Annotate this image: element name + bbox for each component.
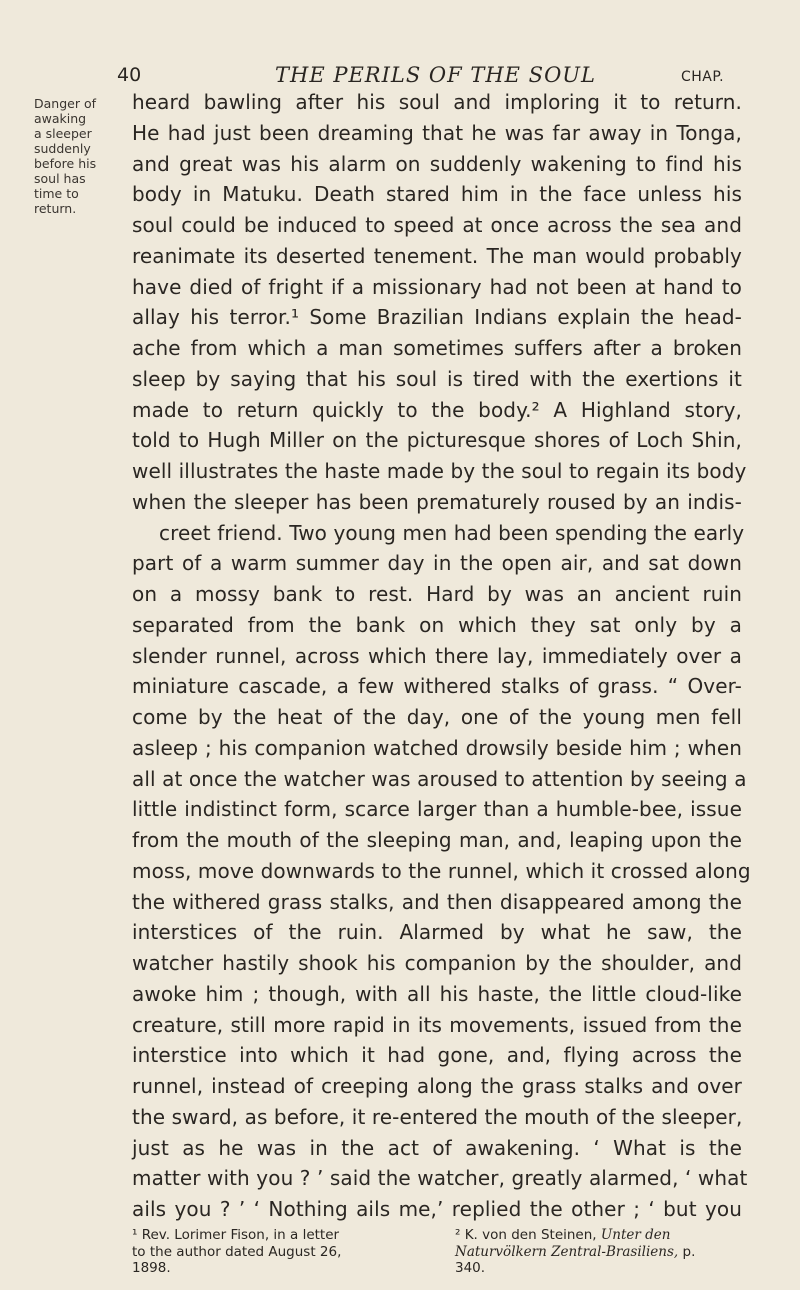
text-line: all at once the watcher was aroused to attention by seeing a — [132, 766, 747, 791]
text-line: moss, move downwards to the runnel, which it crossed along — [132, 858, 751, 883]
footnote-text: p. — [678, 1243, 696, 1260]
footnote-line: to the author dated August 26, — [132, 1243, 342, 1260]
margin-note — [34, 96, 122, 216]
text-line: made to return quickly to the body.² A Highland story, — [132, 397, 742, 422]
text-line: sleep by saying that his soul is tired with the exertions it — [132, 366, 742, 391]
text-line: heard bawling after his soul and imploring it to return. — [132, 90, 742, 114]
margin-note-line: suddenly — [34, 141, 91, 156]
text-line: the sward, as before, it re-entered the mouth of the sleeper, — [132, 1104, 743, 1129]
text-line: body in Matuku. Death stared him in the face unless his — [132, 182, 742, 207]
text-line: asleep ; his companion watched drowsily beside him ; when — [132, 735, 742, 760]
text-line: come by the heat of the day, one of the young men fell — [132, 705, 742, 729]
text-line: slender runnel, across which there lay, immediately over a — [132, 643, 742, 668]
footnote-title-italic: Unter den — [600, 1227, 671, 1243]
text-line: ails you ? ’ ‘ Nothing ails me,’ replied the other ; ‘ but you — [132, 1197, 742, 1221]
margin-note-line: time to — [34, 186, 79, 201]
text-line: the withered grass stalks, and then disappeared among the — [132, 889, 742, 914]
body-text — [132, 87, 751, 1225]
text-line: reanimate its deserted tenement. The man would probably — [132, 243, 742, 268]
text-line: matter with you ? ’ said the watcher, greatly alarmed, ‘ what — [132, 1166, 748, 1191]
margin-note-line: return. — [34, 201, 77, 216]
text-line: just as he was in the act of awakening. ‘ What is the — [132, 1135, 742, 1160]
text-line: creature, still more rapid in its movements, issued from the — [132, 1012, 742, 1037]
text-line: soul could be induced to speed at once across the sea and — [132, 213, 742, 237]
footnote-line: ¹ Rev. Lorimer Fison, in a letter — [132, 1227, 340, 1243]
margin-note-line: a sleeper — [34, 126, 92, 141]
footnote-2 — [455, 1227, 742, 1277]
text-line: He had just been dreaming that he was far away in Tonga, — [132, 120, 742, 145]
text-line: from the mouth of the sleeping man, and, leaping upon the — [132, 828, 742, 852]
text-line: on a mossy bank to rest. Hard by was an ancient ruin — [132, 582, 742, 606]
text-line: creet friend. Two young men had been spending the early — [159, 520, 745, 545]
text-line: little indistinct form, scarce larger than a humble-bee, issue — [132, 797, 742, 822]
text-line: runnel, instead of creeping along the grass stalks and over — [132, 1074, 742, 1098]
margin-note-line: Danger of — [34, 96, 96, 111]
text-line: interstices of the ruin. Alarmed by what he saw, the — [132, 920, 742, 945]
margin-note-line: soul has — [34, 171, 86, 186]
margin-note-line: before his — [34, 156, 97, 171]
footnote-line: 340. — [455, 1260, 486, 1276]
footnote-1 — [132, 1227, 422, 1277]
footnote-text: ² K. von den Steinen, — [455, 1227, 601, 1243]
text-line: when the sleeper has been prematurely roused by an indis- — [132, 489, 742, 514]
footnote-line — [455, 1244, 742, 1261]
text-line: miniature cascade, a few withered stalks of grass. “ Over- — [132, 674, 742, 699]
footnote-line: 1898. — [132, 1260, 171, 1276]
text-line: awoke him ; though, with all his haste, the little cloud-like — [132, 981, 742, 1006]
running-title: THE PERILS OF THE SOUL — [275, 63, 596, 87]
text-line: well illustrates the haste made by the soul to regain its body — [132, 459, 747, 483]
text-line: interstice into which it had gone, and, flying across the — [132, 1043, 742, 1068]
chapter-label: CHAP. — [681, 69, 725, 85]
margin-note-line: awaking — [34, 111, 87, 126]
text-line: allay his terror.¹ Some Brazilian Indians explain the head- — [132, 305, 742, 330]
page-number: 40 — [117, 64, 142, 86]
footnote-line — [455, 1227, 742, 1244]
text-line: ache from which a man sometimes suffers after a broken — [132, 336, 742, 360]
text-line: part of a warm summer day in the open air, and sat down — [132, 551, 742, 576]
text-line: watcher hastily shook his companion by the shoulder, and — [132, 951, 742, 975]
footnote-title-italic: Naturvölkern Zentral-Brasiliens, — [455, 1243, 679, 1260]
text-line: have died of fright if a missionary had not been at hand to — [132, 274, 742, 299]
text-line: told to Hugh Miller on the picturesque shores of Loch Shin, — [132, 428, 742, 453]
text-line: separated from the bank on which they sat only by a — [132, 612, 742, 637]
text-line: and great was his alarm on suddenly wakening to find his — [132, 151, 742, 176]
